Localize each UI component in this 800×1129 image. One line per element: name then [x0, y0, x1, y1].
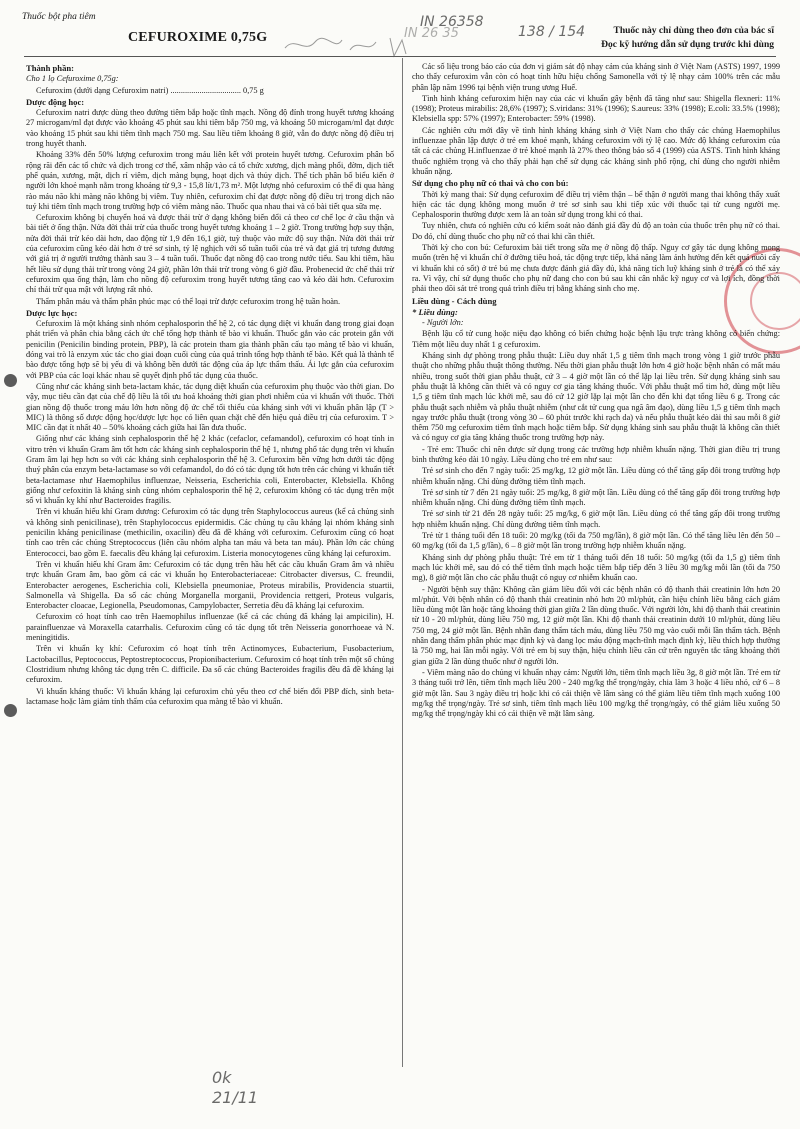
paragraph: Trẻ từ 1 tháng tuổi đến 18 tuổi: 20 mg/kg (tối đa 750 mg/lần), 8 giờ một lần. Có thể tăng liều lên đến 50 – 60 mg/kg (tối đa 1,5 g/lần), 6 – 8 giờ một lần trong trường hợp nhiễm khuẩn nặng.: [412, 531, 780, 551]
read-instructions-line: Đọc kỹ hướng dẫn sử dụng trước khi dùng: [601, 40, 774, 50]
header-divider: [24, 56, 776, 57]
paragraph: Trẻ sơ sinh cho đến 7 ngày tuổi: 25 mg/kg, 12 giờ một lần. Liều dùng có thể tăng gấp đôi trong trường hợp nhiễm khuẩn nặng. Chỉ dùng đường tiêm tĩnh mạch.: [412, 466, 780, 486]
handwritten-footer-note: 0k 21/11: [212, 1068, 259, 1107]
section-heading: Dược động học:: [26, 96, 85, 107]
section-heading: Dược lực học:: [26, 307, 78, 318]
paragraph: Trẻ sơ sinh từ 21 đến 28 ngày tuổi: 25 mg/kg, 6 giờ một lần. Liều dùng có thể tăng gấp đôi trong trường hợp nhiễm khuẩn nặng. Chỉ dùng đường tiêm tĩnh mạch.: [412, 509, 780, 529]
section-heading: Sử dụng cho phụ nữ có thai và cho con bú:: [412, 178, 569, 189]
section-heading: Thành phần:: [26, 63, 75, 73]
paragraph: Cefuroxim là một kháng sinh nhóm cephalosporin thế hệ 2, có tác dụng diệt vi khuẩn đang trong giai đoạn phát triển và phân chia bằng cách ức chế tổng hợp thành tế bào vi khuẩn. Thuốc gắn vào các protein gắn với penicilin (Penicilin binding protein, PBP), là các protein tham gia thành phần cấu tạo màng tế bào vi khuẩn, đóng vai trò là enzym xúc tác cho giai đoạn cuối cùng của quá trình tổng hợp thành tế bào. Kết quả là thành tế bào được tổng hợp sẽ bị yếu đi và không bền dưới tác động của áp lực thẩm thấu. Ái lực gắn của cefuroxim với PBP của các loại khác nhau sẽ quyết định phổ tác dụng của thuốc.: [26, 319, 394, 380]
paragraph: Tuy nhiên, chưa có nghiên cứu có kiểm soát nào đánh giá đầy đủ độ an toàn của thuốc trên phụ nữ có thai. Do đó, chỉ dùng thuốc cho phụ nữ có thai khi cần thiết.: [412, 221, 780, 241]
product-category: Thuốc bột pha tiêm: [22, 12, 96, 22]
paragraph: - Trẻ em: Thuốc chỉ nên được sử dụng trong các trường hợp nhiễm khuẩn nặng. Thời gian điều trị trung bình thường kéo dài 10 ngày. Liều dùng cho trẻ em như sau:: [412, 444, 780, 464]
paragraph: Trên vi khuẩn kỵ khí: Cefuroxim có hoạt tính trên Actinomyces, Eubacterium, Fusobacterium, Lactobacillus, Peptococcus, Peptostreptococcus, Propionibacterium. Cefuroxim có hoạt tính trên một số chủng Clostridium nhưng không tác dụng trên C. difficile. Đa số các chủng Bacteroides fragilis đều đã đề kháng lại cefuroxim.: [26, 644, 394, 685]
paragraph: Trên vi khuẩn hiếu khí Gram dương: Cefuroxim có tác dụng trên Staphylococcus aureus (kể cả chủng sinh và không sinh penicilinase), trên Staphylococcus epidermidis. Các chủng tụ cầu kháng lại nhóm kháng sinh penicilin kháng penicilinase (methicilin, oxacilin) đều đã đề kháng với cefuroxim. Cefuroxim cũng có hoạt tính cao trên các chủng Streptococcus (liên cầu nhóm alpha tan máu và beta tan máu). Phần lớn các chủng Enterococci, bao gồm E. faecalis đều kháng lại cefuroxim. Listeria monocytogenes cũng kháng lại cefuroxim.: [26, 507, 394, 558]
paragraph: Trên vi khuẩn hiếu khí Gram âm: Cefuroxim có tác dụng trên hầu hết các cầu khuẩn Gram âm và nhiều trực khuẩn Gram âm, bao gồm cả các vi khuẩn họ Enterobacteriaceae: Citrobacter diversus, C. freundii, Enterobacter aerogenes, Escherichia coli, Klebsiella pneumoniae, Proteus mirabilis, Providencia stuartii, Salmonella và Shigella. Đa số các chủng Morganella morganii, Providencia rettgeri, Proteus vulgaris, Enterobacter cloacae, Legionella, Pseudomonas, Campylobacter, Serretia đều đã kháng lại cefuroxim.: [26, 559, 394, 611]
section-heading: Liều dùng - Cách dùng: [412, 295, 497, 306]
handwritten-code-faint: IN 26 35: [404, 26, 459, 41]
paragraph: Thời kỳ cho con bú: Cefuroxim bài tiết trong sữa mẹ ở nồng độ thấp. Nguy cơ gây tác dụng không mong muốn (trên hệ vi khuẩn chí ở đường tiêu hoá, tác động trực tiếp, khả năng làm ảnh hưởng đến kết quả nuôi cấy vi khuẩn khi có sốt) ở trẻ bú mẹ chưa được đánh giá đầy đủ, khả năng tích luỹ kháng sinh ở trẻ là có thể xảy ra. Vì vậy, chỉ sử dụng thuốc cho phụ nữ đang cho con bú sau khi cân nhắc kỹ nguy cơ và lợi ích, đồng thời phải theo dõi sát trẻ trong quá trình điều trị bằng kháng sinh cho mẹ.: [412, 243, 780, 294]
paragraph: - Người bệnh suy thận: Không cần giảm liều đối với các bệnh nhân có độ thanh thải creatinin lớn hơn 20 ml/phút. Với bệnh nhân có độ thanh thải creatinin nhỏ hơn 20 ml/phút, cần hiệu chỉnh liều bằng cách giảm liều dùng một lần hoặc tăng khoảng thời gian giữa 2 lần dùng thuốc. Với người lớn, khi độ thanh thải creatinin từ 10 - 20 ml/phút, dùng liều 750 mg, 12 giờ một lần. Khi độ thanh thải creatinin dưới 10 ml/phút, dùng liều 750 mg, 24 giờ một lần. Bệnh nhân đang thẩm tách máu, dùng liều 750 mg vào cuối mỗi lần thẩm tách. Bệnh nhân đang thẩm phân phúc mạc định kỳ và đang lọc máu động mạch-tĩnh mạch định kỳ, liều thích hợp thường là 750 mg, hai lần mỗi ngày. Với trẻ em bị suy thận, hiệu chỉnh liều căn cứ trên nguyên tắc tăng khoảng thời gian giữa 2 lần dùng thuốc như ở người lớn.: [412, 584, 780, 666]
paragraph: Bệnh lậu cổ tử cung hoặc niệu đạo không có biến chứng hoặc bệnh lậu trực tràng không có biến chứng: Tiêm một liều duy nhất 1 g cefuroxim.: [412, 329, 780, 349]
prescription-notice: [559, 24, 774, 52]
handwritten-page-number: 138 / 154: [518, 24, 586, 40]
paragraph: Cefuroxim (dưới dạng Cefuroxim natri) .................................. 0,75 g: [36, 85, 264, 95]
subsection-heading: * Liều dùng:: [412, 306, 458, 317]
paragraph: - Viêm màng não do chủng vi khuẩn nhạy cảm: Người lớn, tiêm tĩnh mạch liều 3g, 8 giờ một lần. Trẻ em từ 3 tháng tuổi trở lên, tiêm tĩnh mạch liều 200 - 240 mg/kg thể trọng/ngày, chia làm 3 hoặc 4 liều nhỏ, cứ 6 – 8 giờ một lần. Sau 3 ngày điều trị hoặc khi có cải thiện về lâm sàng có thể giảm liều tiêm tĩnh mạch xuống 100 mg/kg thể trọng/ngày. Trẻ sơ sinh, tiêm tĩnh mạch liều 100 mg/kg thể trọng/ngày, có thể giảm liều xuống 50 mg/kg thể trọng/ngày khi có cải thiện về mặt lâm sàng.: [412, 667, 780, 719]
column-divider: [402, 58, 403, 1067]
paragraph: Cho 1 lọ Cefuroxime 0,75g:: [26, 74, 119, 84]
right-column: [412, 62, 780, 720]
paragraph: Kháng sinh dự phòng phẫu thuật: Trẻ em từ 1 tháng tuổi đến 18 tuổi: 50 mg/kg (tối đa 1,5 g) tiêm tĩnh mạch lúc khởi mê, sau đó có thể tiêm tĩnh mạch hoặc tiêm bắp tiếp đến 3 liều 30 mg/kg mỗi lần (tối đa 750 mg), 8 giờ một lần cho các phẫu thuật có nguy cơ nhiễm khuẩn cao.: [412, 552, 780, 583]
paragraph: Cefuroxim natri được dùng theo đường tiêm bắp hoặc tĩnh mạch. Nồng độ đỉnh trong huyết tương khoảng 27 microgam/ml đạt được vào khoảng 45 phút sau khi tiêm bắp 750 mg, và khoảng 50 microgam/ml đạt được vào khoảng 15 phút sau khi tiêm tĩnh mạch 750 mg. Sau liều tiêm khoảng 8 giờ, vẫn đo được nồng độ điều trị trong huyết thanh.: [26, 108, 394, 149]
paragraph: Các nghiên cứu mới đây về tình hình kháng kháng sinh ở Việt Nam cho thấy các chủng Haemophilus influenzae phân lập được ở trẻ em khoẻ mạnh, kháng cefuroxim với tỷ lệ cao. Mức độ kháng cefuroxim của tất cả các chủng H.influenzae ở trẻ khoẻ mạnh là 27% theo thông báo số 4 (1999) của ASTS. Tình hình kháng thuốc nghiêm trọng và cho thấy phải hạn chế sử dụng các kháng sinh phổ rộng, chỉ dùng cho người nhiễm khuẩn nặng.: [412, 125, 780, 176]
prescription-line: Thuốc này chỉ dùng theo đơn của bác sĩ: [613, 26, 774, 36]
paragraph: Tình hình kháng cefuroxim hiện nay của các vi khuẩn gây bệnh đã tăng như sau: Shigella flexneri: 11% (1998); Proteus mirabilis: 28,6% (1997); S.viridans: 31% (1996); S.aureus: 33% (1998); E.coli: 33.5% (1998); Klebsiella spp: 57% (1997); Enterobacter: 59% (1998).: [412, 93, 780, 124]
paragraph: Cũng như các kháng sinh beta-lactam khác, tác dụng diệt khuẩn của cefuroxim phụ thuộc vào thời gian. Do vậy, mục tiêu cần đạt của chế độ liều là tối ưu hoá khoảng thời gian phơi nhiễm của vi khuẩn với thuốc. Thời gian nồng độ thuốc trong máu lớn hơn nồng độ ức chế tối thiểu của kháng sinh với vi khuẩn phân lập (T > MIC) là thông số được động học/dược lực học có liên quan chặt chẽ đến hiệu quả điều trị của cefuroxim. T > MIC cần đạt ít nhất 40 – 50% khoảng cách giữa hai lần đưa thuốc.: [26, 381, 394, 433]
paragraph: Trẻ sơ sinh từ 7 đến 21 ngày tuổi: 25 mg/kg, 8 giờ một lần. Liều dùng có thể tăng gấp đôi trong trường hợp nhiễm khuẩn nặng. Chỉ dùng đường tiêm tĩnh mạch.: [412, 487, 780, 508]
paragraph: Thời kỳ mang thai: Sử dụng cefuroxim để điều trị viêm thận – bể thận ở người mang thai không thấy xuất hiện các tác dụng không mong muốn ở trẻ sơ sinh sau khi tiếp xúc với thuốc tại tử cung người mẹ. Cephalosporin thường được xem là an toàn sử dụng trong khi có thai.: [412, 189, 780, 220]
left-column: [26, 62, 394, 708]
paragraph: Vi khuẩn kháng thuốc: Vi khuẩn kháng lại cefuroxim chủ yếu theo cơ chế biến đổi PBP đích, sinh beta-lactamase hoặc làm giảm tính thấm của cefuroxim qua màng tế bào vi khuẩn.: [26, 686, 394, 706]
subsection-heading: - Người lớn:: [422, 318, 464, 328]
paragraph: Thẩm phân máu và thẩm phân phúc mạc có thể loại trừ được cefuroxim trong hệ tuần hoàn.: [36, 296, 341, 306]
paragraph: Cefuroxim có hoạt tính cao trên Haemophilus influenzae (kể cả các chủng đã kháng lại ampicilin), H. parainfluenzae và Moraxella catarrhalis. Cefuroxim cũng có tác dụng tốt trên Neisseria gonorrhoeae và N. meningitidis.: [26, 612, 394, 643]
handwritten-code: IN 26358: [420, 14, 484, 30]
paragraph: Cefuroxim không bị chuyển hoá và được thải trừ ở dạng không biến đổi cả theo cơ chế lọc ở cầu thận và bài tiết ở ống thận. Nửa đời thải trừ của thuốc trong huyết tương khoảng 1 – 2 giờ. Trong trường hợp suy thận, nửa đời thải trừ kéo dài hơn, dao động từ 1,9 đến 16,1 giờ, tuỳ thuộc vào mức độ suy thận. Nửa đời thải trừ của cefuroxim cũng kéo dài hơn ở trẻ sơ sinh, tỷ lệ nghịch với số tuần tuổi của trẻ và đạt giá trị tương đương với giá trị ở người trưởng thành sau 3 – 4 tuần tuổi. Thuốc đạt nồng độ cao trong nước tiểu. Sau khi tiêm, hầu hết liều sử dụng thải trừ trong vòng 24 giờ, phần lớn thải trừ trong vòng 6 giờ đầu. Probenecid ức chế thải trừ cefuroxim qua ống thận, làm cho nồng độ cefuroxim trong huyết tương tăng cao và kéo dài hơn. Cefuroxim chỉ thải trừ qua mật với lượng rất nhỏ.: [26, 213, 394, 295]
paragraph: Giống như các kháng sinh cephalosporin thế hệ 2 khác (cefaclor, cefamandol), cefuroxim có hoạt tính in vitro trên vi khuẩn Gram âm tốt hơn các kháng sinh cephalosporin thế hệ 1, nhưng phổ tác dụng trên vi khuẩn Gram âm lại hẹp hơn so với các kháng sinh cephalosporin thế hệ 3. Cefuroxim bền vững hơn dưới tác động thuỷ phân của enzym beta-lactamase so với cefamandol, do đó có tác dụng tốt hơn trên các chủng vi khuẩn tiết beta-lactamase như Haemophilus influenzae, Neisseria, Escherichia coli, Enterobacter, Klebsiella. Không giống như cefoxitin là kháng sinh cùng nhóm cephalosporin thế hệ 2, cefuroxim không có tác dụng trên một số vi khuẩn kỵ khí như Bacteroides fragilis.: [26, 434, 394, 506]
punch-hole: [4, 704, 17, 717]
paragraph: Khoảng 33% đến 50% lượng cefuroxim trong máu liên kết với protein huyết tương. Cefuroxim phân bố rộng rãi đến các tổ chức và dịch trong cơ thể, xâm nhập vào cả tổ chức xương, dịch màng phổi, đờm, dịch tiết phế quản, xương, mật, dịch rỉ viêm, dịch màng bụng, hoạt dịch và thủy dịch. Thể tích phân bố biểu kiến ở người lớn khoẻ mạnh nằm trong khoảng từ 9,3 - 15,8 lít/1,73 m². Một lượng nhỏ cefuroxim có thể đi qua hàng rào máu não khi màng não không bị viêm. Tuy nhiên, cefuroxim chỉ đạt được nồng độ điều trị trong dịch não tuỷ khi tiêm tĩnh mạch trong trường hợp có viêm màng não. Thuốc qua nhau thai và có bài tiết qua sữa mẹ.: [26, 150, 394, 211]
paragraph: Các số liệu trong báo cáo của đơn vị giám sát độ nhạy cảm của kháng sinh ở Việt Nam (ASTS) 1997, 1999 cho thấy cefuroxim vẫn còn có hoạt tính hữu hiệu chống Samonella với tỷ lệ nhạy cảm 100% trên các mẫu phân lập năm 1996 tại bệnh viện trung ương Huế.: [412, 62, 780, 92]
punch-hole: [4, 374, 17, 387]
product-title: CEFUROXIME 0,75G: [128, 30, 268, 45]
paragraph: Kháng sinh dự phòng trong phẫu thuật: Liều duy nhất 1,5 g tiêm tĩnh mạch trong vòng 1 giờ trước phẫu thuật cho những phẫu thuật thông thường. Nếu thời gian phẫu thuật lớn hơn 4 giờ hoặc bệnh nhân có mất máu nhiều, trong suốt thời gian phẫu thuật, cứ 3 – 4 giờ một lần có thể lặp lại liều trên. Sử dụng kháng sinh sau phẫu thuật là không cần thiết và có nguy cơ gia tăng kháng thuốc. Với phẫu thuật mổ tim hở, dùng một liều 1,5 g tiêm tĩnh mạch lúc khởi mê, sau đó cứ 12 giờ lặp lại một lần cho đến khi đạt tổng liều 6 g. Trong các phẫu thuật sạch nhiễm và phẫu thuật nhiễm (như cắt tử cung qua ngã âm đạo), dùng liều 1,5 g tiêm tĩnh mạch ngay trước phẫu thuật (trong vòng 30 – 60 phút trước khi rạch da) và nếu phẫu thuật kéo dài thì sau mỗi 8 giờ thêm 750 mg cefuroxim tiêm tĩnh mạch hoặc tiêm bắp. Sử dụng kháng sinh sau phẫu thuật là không cần thiết và có nguy cơ gia tăng kháng thuốc trong trường hợp này.: [412, 351, 780, 443]
